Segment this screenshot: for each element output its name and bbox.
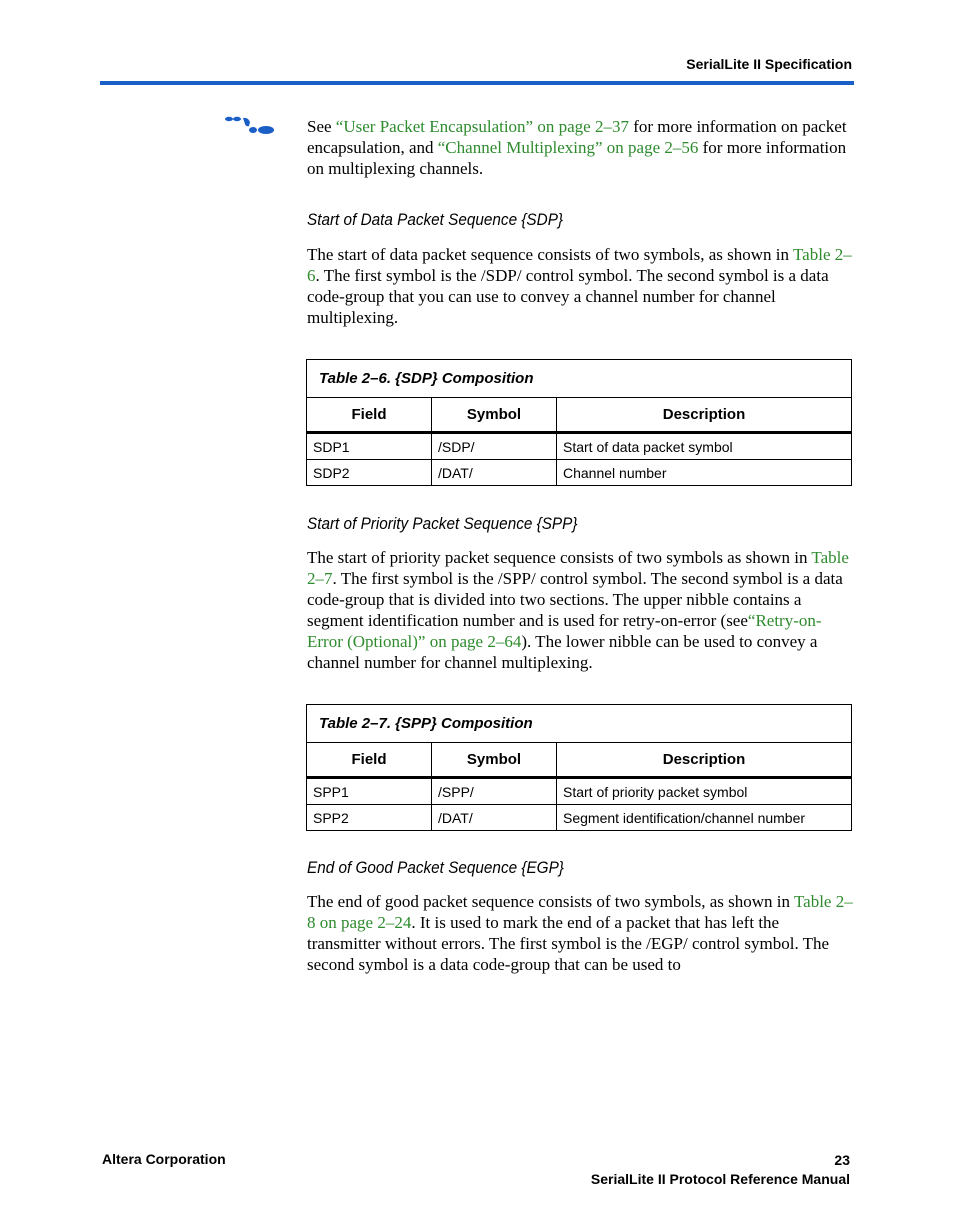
egp-heading: End of Good Packet Sequence {EGP} bbox=[307, 858, 564, 877]
footer-right-block bbox=[591, 1151, 850, 1189]
page-number: 23 bbox=[834, 1152, 850, 1168]
cell-field: SDP1 bbox=[307, 433, 432, 460]
table-caption: Table 2–7. {SPP} Composition bbox=[307, 705, 852, 743]
link-table-2-6[interactable]: Table 2–6 bbox=[307, 245, 852, 285]
note-text-1: See bbox=[307, 117, 336, 136]
note-text-2: for more information on packet encapsulation, and bbox=[307, 117, 847, 157]
column-header-description: Description bbox=[557, 743, 852, 778]
table-row bbox=[307, 433, 852, 460]
cell-description: Segment identification/channel number bbox=[557, 805, 852, 831]
cell-symbol: /SPP/ bbox=[432, 778, 557, 805]
footer-manual-title: SerialLite II Protocol Reference Manual bbox=[590, 1171, 850, 1187]
table-spp-composition bbox=[306, 704, 852, 831]
cell-symbol: /SDP/ bbox=[432, 433, 557, 460]
egp-paragraph bbox=[307, 891, 855, 975]
table-row bbox=[307, 460, 852, 486]
header-rule bbox=[100, 81, 854, 85]
cell-symbol: /DAT/ bbox=[432, 460, 557, 486]
link-table-2-8[interactable]: Table 2–8 on page 2–24 bbox=[307, 892, 853, 932]
spp-text-1: The start of priority packet sequence consists of two symbols as shown in bbox=[307, 548, 812, 567]
link-channel-multiplexing[interactable]: “Channel Multiplexing” on page 2–56 bbox=[437, 138, 699, 157]
cell-description: Start of data packet symbol bbox=[557, 433, 852, 460]
note-paragraph bbox=[307, 116, 855, 179]
cell-description: Channel number bbox=[557, 460, 852, 486]
column-header-symbol: Symbol bbox=[432, 398, 557, 433]
sdp-text-1: The start of data packet sequence consists of two symbols, as shown in bbox=[307, 245, 793, 264]
footer-company: Altera Corporation bbox=[102, 1151, 226, 1167]
cell-description: Start of priority packet symbol bbox=[557, 778, 852, 805]
table-row bbox=[307, 805, 852, 831]
column-header-field: Field bbox=[307, 743, 432, 778]
table-sdp-composition bbox=[306, 359, 852, 486]
table-row bbox=[307, 778, 852, 805]
cell-field: SDP2 bbox=[307, 460, 432, 486]
spp-paragraph bbox=[307, 547, 855, 673]
link-user-packet-encapsulation[interactable]: “User Packet Encapsulation” on page 2–37 bbox=[335, 117, 629, 136]
link-retry-on-error[interactable]: “Retry-on-Error (Optional)” on page 2–64 bbox=[307, 611, 822, 651]
egp-text-1: The end of good packet sequence consists of two symbols, as shown in bbox=[307, 892, 794, 911]
note-hand-icon bbox=[224, 116, 276, 136]
column-header-field: Field bbox=[307, 398, 432, 433]
sdp-text-2: . The first symbol is the /SDP/ control symbol. The second symbol is a data code-group that you can use to convey a channel number for channel multiplexing. bbox=[307, 266, 829, 327]
note-text-3: for more information on multiplexing channels. bbox=[307, 138, 847, 178]
cell-field: SPP1 bbox=[307, 778, 432, 805]
running-header: SerialLite II Specification bbox=[686, 56, 852, 72]
spp-text-3: ). The lower nibble can be used to convey a channel number for channel multiplexing. bbox=[307, 632, 818, 672]
link-table-2-7[interactable]: Table 2–7 bbox=[307, 548, 849, 588]
egp-text-2: . It is used to mark the end of a packet that has left the transmitter without errors. The first symbol is the /EGP/ control symbol. The second symbol is a data code-group that can be used to bbox=[307, 913, 830, 974]
spp-heading: Start of Priority Packet Sequence {SPP} bbox=[307, 514, 578, 533]
sdp-heading: Start of Data Packet Sequence {SDP} bbox=[307, 210, 564, 229]
column-header-symbol: Symbol bbox=[432, 743, 557, 778]
cell-symbol: /DAT/ bbox=[432, 805, 557, 831]
column-header-description: Description bbox=[557, 398, 852, 433]
cell-field: SPP2 bbox=[307, 805, 432, 831]
spp-text-2: . The first symbol is the /SPP/ control symbol. The second symbol is a data code-group that is divided into two sections. The upper nibble contains a segment identification number and is used for retry-on-error (see bbox=[307, 569, 843, 630]
table-caption: Table 2–6. {SDP} Composition bbox=[307, 360, 852, 398]
sdp-paragraph bbox=[307, 244, 855, 328]
